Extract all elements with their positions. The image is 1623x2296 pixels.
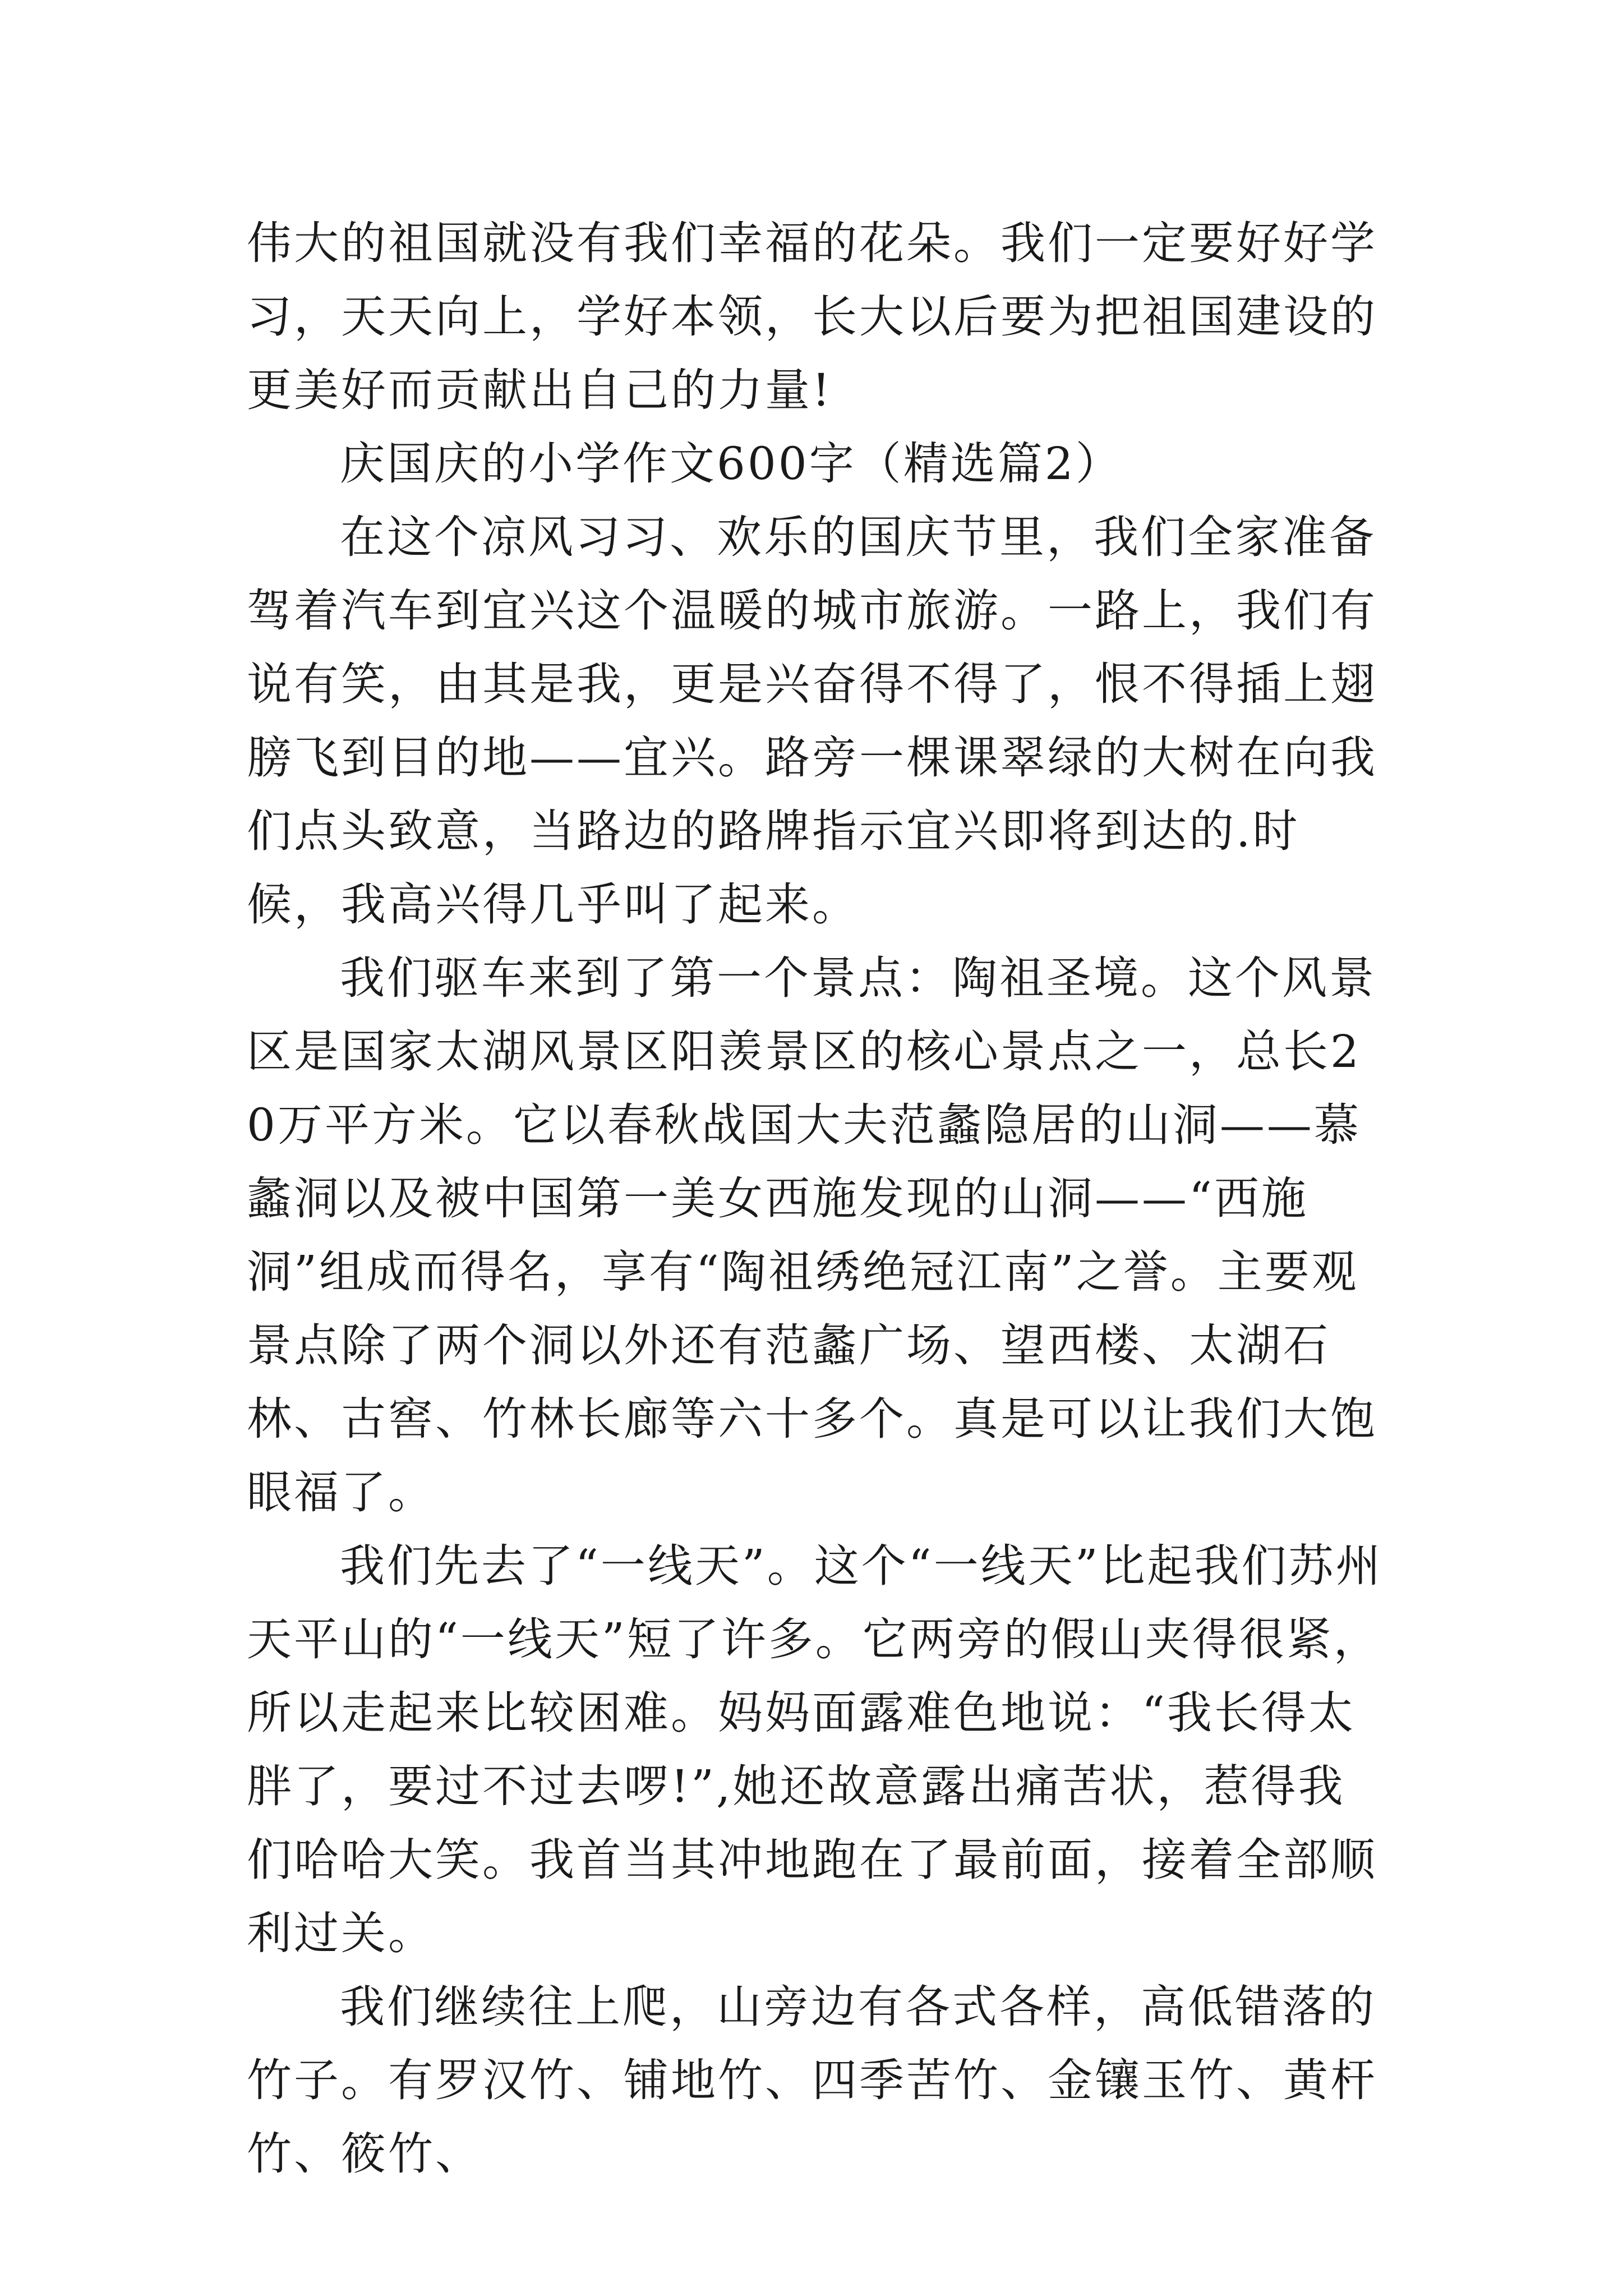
paragraph-continued: 伟大的祖国就没有我们幸福的花朵。我们一定要好好学习，天天向上，学好本领，长大以后要为把祖国建设的更美好而贡献出自己的力量!: [247, 217, 1377, 416]
paragraph-2: 我们驱车来到了第一个景点：陶祖圣境。这个风景区是国家太湖风景区阳羡景区的核心景点之一，总长20万平方米。它以春秋战国大夫范蠡隐居的山洞——慕蠡洞以及被中国第一美女西施发现的山洞——“西施洞”组成而得名，享有“陶祖绣绝冠江南”之誉。主要观景点除了两个洞以外还有范蠡广场、望西楼、太湖石林、古窖、竹林长廊等六十多个。真是可以让我们大饱眼福了。: [247, 952, 1377, 1519]
section-heading: 庆国庆的小学作文600字（精选篇2）: [340, 438, 1123, 490]
paragraph-3: 我们先去了“一线天”。这个“一线天”比起我们苏州天平山的“一线天”短了许多。它两旁的假山夹得很紧，所以走起来比较困难。妈妈面露难色地说：“我长得太胖了，要过不过去啰!”,她还故意露出痛苦状，惹得我们哈哈大笑。我首当其冲地跑在了最前面，接着全部顺利过关。: [247, 1540, 1383, 1959]
paragraph-4: 我们继续往上爬，山旁边有各式各样，高低错落的竹子。有罗汉竹、铺地竹、四季苦竹、金镶玉竹、黄杆竹、筱竹、: [247, 1981, 1377, 2180]
paragraph-1: 在这个凉风习习、欢乐的国庆节里，我们全家准备驾着汽车到宜兴这个温暖的城市旅游。一路上，我们有说有笑，由其是我，更是兴奋得不得了，恨不得插上翅膀飞到目的地——宜兴。路旁一棵课翠绿的大树在向我们点头致意，当路边的路牌指示宜兴即将到达的.时候，我高兴得几乎叫了起来。: [247, 511, 1377, 931]
document-body: [247, 206, 1391, 2191]
